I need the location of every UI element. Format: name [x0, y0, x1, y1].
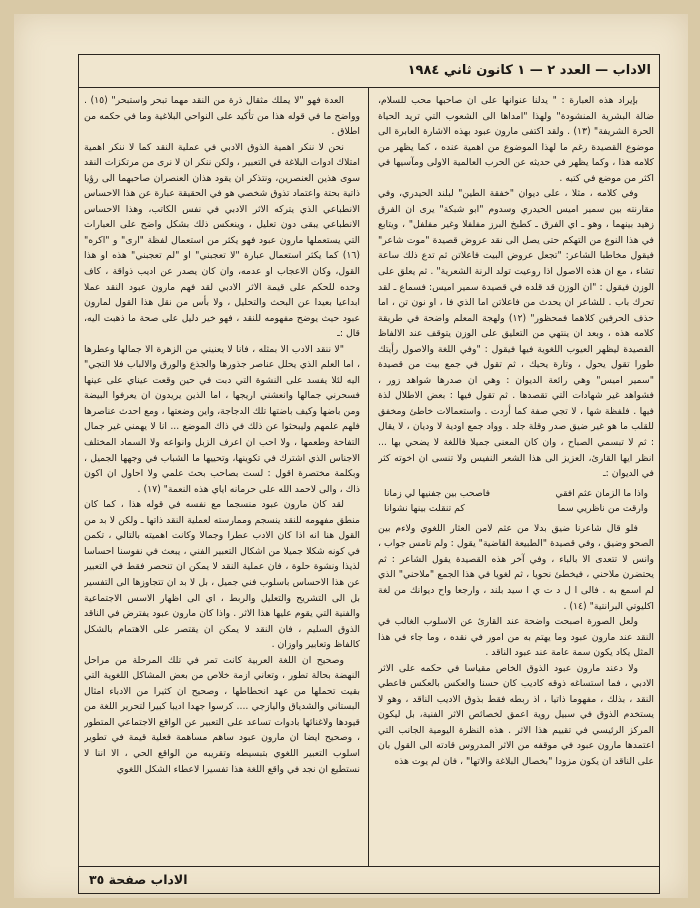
paragraph: وفي كلامه ، مثلا ، على ديوان "خفقة الطين" لبلند الحيدري، وفي مقارنته بين سمير اميس الحيدري وسدوم "ابو شبكة" يرى ان الفرق زهيد بينهما ، وهو ـ اي الفرق ـ كطبخ البرز مفلفلا وغير مفلفل" ، ويتابع في هذا النوع من التهكم حتى يصل الى نقد عروض قصيدة "موت شاعر" فيقول مخاطبا الشاعر: "تجعل عروض البيت فاعلاتن ثم تدع ذلك ساعة تشاء ، مع ان هذه الاصول اذا روعيت تولد الرنة الشعرية" . ثم يعلق على الوزن فيقول : "ان الوزن قد قلده في قصيدة سمير اميس: فسماع ـ لقد تحرك باب . للشاعر ان يحدث من فاعلاتن اما الذي فا ، او نون تن ، اما حذف الحرفين كلاهما فمحظور" (١٢) ولهجة المعلم واضحة في طريقة كلامه هذه ، وبعد ان ينتهي من التعليق على الوزن يتوقف عند الالفاظ القصيدة ليظهر العيوب اللغوية فيها فيقول : "وفي اللغة والاصول رأيتك طورا تقول يحول ، وتارة يحيك ، ثم تقول في جمع بيت من قصيدة "سمير اميس" وهي رائعة الديوان : وهي ان صدرها شواهد زور ، فشواهد غير شهادات التي تقصدها . ثم تقول فيها : بعض الاطلال لذة فيها . فلفظة شها ، لا تجي صفة كما أردت . واستعمالات خاطئ ومخفق للقلب ما هو غير ضيق صدر وقلة جلد . وواد جمع اودية لا وديان ، لا يقال : ثم لا تبسمي الصباح ، وان كان المعنى جميلا فاللغة لا يضحي بها ... انظر ايها القارئ، العزيز الى هذا الشعر النفيس ولا تنسى ان اخوته كثر في الديوان :ـ	[378, 188, 654, 480]
paragraph: ولا دعند مارون عبود الذوق الخاص مقياسا في حكمه على الاثر الادبي ، فما استساغه ذوقه كاديب كان حسنا والعكس بالعكس فاعطي النقد ، بذلك ، مفهوما ذاتيا ، اذ ربطه فقط بذوق الاديب الناقد ، وهو لا يستخدم الذوق في سبيل روية اعمق لخصائص الاثر الفنية، بل ليكون المركز الرئيسي في تقييم هذا الاثر . هذه النظرة اليومية الجانب التي اعتمدها مارون عبود في موقفه من الاثر المدروس قادته الى القول بان على الناقد ان يكون مزودا "بخصال البلاغة والاتها" ، فان لم يوت هذه	[378, 662, 654, 767]
page-frame	[78, 54, 660, 894]
poem-hemistich: واذا ما الزمان عثم افقي	[555, 487, 648, 499]
column-divider	[368, 87, 369, 867]
paragraph: وصحيح ان اللغة العربية كانت تمر في تلك المرحلة من مراحل النهضة بحالة تطور ، وتعاني ازمة خلاص من بعض المشاكل اللغوية التي بقيت تحملها من عهد انحطاطها ، وصحيح ان كثيرا من الادباء امثال البستاني والشدياق واليازجي .... كرسوا جهدا اديبا كبيرا لتحرير اللغة من قيودها ولاغنائها بادوات تساعد على التعبير عن الواقع الاجتماعي المتطور ، وصحيح ايضا ان مارون عبود ساهم مساهمة فعلية قيمة في تطوير اسلوب التعبير اللغوي بتبسيطه وتقريبه من الواقع الحي ، الا اننا لا نستطيع ان نجد في واقع اللغة هذا تفسيرا لاعطاء الشكل اللغوي	[84, 654, 360, 775]
paragraph: بإيراد هذه العبارة : " يدلنا عنوانها على ان صاحبها محب للسلام، ضالة البشرية المنشودة" ولهذا "امداها الى الشعوب التي تريد الحياة الحرة الشريفة" (١٣) . ولقد اكتفى مارون عبود بهذه الاشارة العابرة الى موضوع القصيدة رغم ما لهذا الموضوع من اهمية عنده ، كما يظهر من كلامه هذا ، وكما يظهر في حديثه عن الحرب العالمية الاولى ومآسيها في اكثر من موضع في كتبه .	[378, 95, 654, 184]
paragraph: فلو قال شاعرنا ضيق بدلا من عثم لامن العثار اللغوي ولاءم بين الصحو وضيق ، وفي قصيدة "الطبيعة القاضية" يقول : ولم تامس جواب ، وانس لا تتعدى الا بالباء ، وفي آخر هذه القصيدة يقول الشاعر : ثم يحتضرن ملاحني ، فيخطئ نحويا ، ثم لغويا في هذا الجمع "ملاحني" الذي لم اسمع به . فالى ا ل د ت ي ا سيد بلند ، وارجعا واح ديوانك من لغة اكليوتي البرانتية" (١٤) .	[378, 522, 654, 612]
poem-hemistich: فاصحب بين جفنيها لي زمانا	[384, 487, 491, 499]
page-number: الاداب صفحة ٣٥	[89, 872, 188, 887]
poem-hemistich: كم تنقلت بينها نشوانا	[384, 503, 465, 515]
poem-line	[378, 486, 654, 502]
right-column	[378, 93, 654, 861]
magazine-page	[14, 14, 688, 898]
poem-line	[378, 501, 654, 517]
page-header	[79, 55, 659, 88]
paragraph: العدة فهو "لا يملك مثقال ذرة من النقد مهما تبحر واستبحر" (١٥) . وواضح ما في قوله هذا من تأكيد على النواحي البلاغية وما في حكمه من اطلاق .	[84, 95, 360, 138]
left-column	[84, 93, 360, 861]
issue-line: الاداب — العدد ٢ — ١ كانون ثاني ١٩٨٤	[407, 63, 651, 78]
paragraph: نحن لا ننكر اهمية الذوق الادبي في عملية النقد كما لا ننكر اهمية امتلاك ادوات البلاغة في التعبير ، ولكن ننكر ان لا نرى من مرتكزات النقد سوى هذين العنصرين، ونتذكر ان يقود هذان العنصران صاحبهما الى رؤيا ذاتية بحتة واعتماد تذوق شخصي هو في الحقيقة عبارة عن هذا الاحساس الانطباعي الذي يتركه الاثر الادبي في نفس الكاتب، وهذا الاحساس الانطباعي يبقى دون تعليل ، وينعكس ذلك بشكل واضح على العبارات التي يستعملها مارون عبود فهو يكثر من استعمال لفظة "ارى" و "اكره" (١٦) كما يكثر استعمال عبارة "لا تعجبني" او "لم تعجبني" هذه او هذا القول، وكان الاعجاب او عدمه، وان كان يصدر عن اديب ذواقة ، كاف وحده للحكم على قيمة الاثر الادبي لقد فهم مارون عبود النقد عملا ابداعيا بعيدا عن البحث والتحليل ، ولا بأس من نقل هذا القول لمارون عبود حيث يوضح مفهومه للنقد ، فهو خير دليل على صحة ما ذهبت اليه، قال :ـ	[84, 141, 360, 340]
poem-hemistich: وارقت من ناظريي سما	[557, 503, 648, 515]
paragraph: ولعل الصورة اصبحت واضحة عند القارئ عن الاسلوب الغالب في النقد عند مارون عبود وما يهتم به من امور في نقده ، وما جاء في هذا المثل يكاد يكون سمة عامة عند عبود الناقد .	[378, 616, 654, 659]
page-footer	[79, 866, 659, 893]
paragraph: "لا ننقد الادب الا بمثله ، فانا لا يعنيني من الزهرة الا جمالها وعطرها ، اما العلم الذي يحلل عناصر جذورها والجذع والورق والالباب فلا التجي" اليه لئلا يفسد على النشوة التي دبت في حين وقعت عيناي على عينها فسحرني جمالها وانعشني اريجها ، اما الذين يريدون ان يعرفوا البيضة ومن باضها وكيف باضتها تلك الدجاجة، واين وضعتها ، ومع احدث عناصرها فلهم علمهم وليبحثوا عن ذلك في ذاك الموضع ... انا لا يهمني غير جمال التفاحة وطعمها ، ولا احب ان اعرف الزبل وانواعه ولا السماد المختلف الاجناس الذي اشترك في تكوينها، وتحييها ما الشباب في وجهها الجميل ، وبكلمة مختصرة اقول : لست بصاحب بحث علمي ولا احاول ان اكون ذاك ، والى لاحمد الله على حرمانه اياي هذه النعمة" (١٧) .	[84, 343, 360, 495]
poem	[378, 486, 654, 517]
paragraph: لقد كان مارون عبود منسجما مع نفسه في قوله هذا ، كما كان منطق مفهومه للنقد ينسجم وممارسته لعملية النقد ذاتها ـ ولكن لا بد من القول هنا انه اذا كان الادب عطرا وجمالا وكانت اهميته بالتالي ، تكمن في كونه شكلا جميلا من اشكال التعبير الفني ، يبعث في نفوسنا احساسا لذيذا ونشوة حلوة ، فان عملية النقد لا يمكن ان تنحصر فقط في التعبير عن هذا الاحساس باسلوب فني جميل ، بل لا بد ان تتجاوزها الى التفسير بل الى التشريح والتعليل والربط ، اي الى اظهار الاسس الاجتماعية والفنية التي يقوم عليها هذا الاثر . واذا كان مارون عبود يفترض في الناقد الذوق السليم ، فان النقد لا يمكن ان يقتصر على الاهتمام بالشكل كالفاظ وتعابير واوزان .	[84, 499, 360, 651]
